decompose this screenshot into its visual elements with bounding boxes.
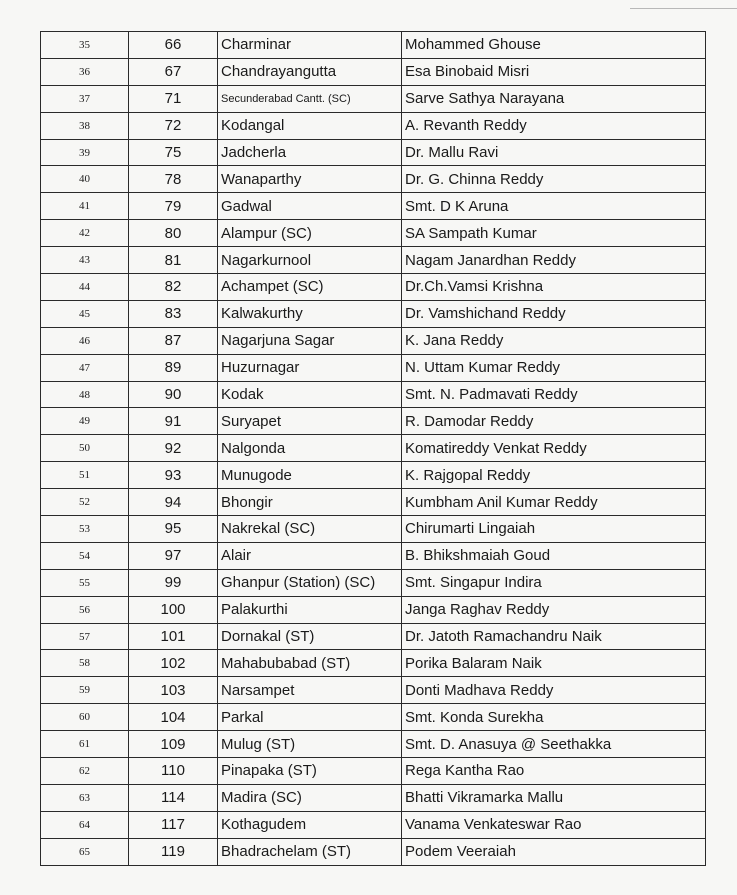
constituency-number-cell: 79 [129, 193, 218, 220]
constituency-name-cell: Alampur (SC) [218, 220, 402, 247]
constituency-name-cell: Bhadrachelam (ST) [218, 838, 402, 865]
serial-number-cell: 51 [41, 462, 129, 489]
serial-number-cell: 58 [41, 650, 129, 677]
table-row [41, 193, 706, 220]
candidate-list-table [40, 31, 706, 866]
candidate-name-cell: R. Damodar Reddy [402, 408, 706, 435]
candidate-name-cell: N. Uttam Kumar Reddy [402, 354, 706, 381]
table-row [41, 758, 706, 785]
constituency-name-cell: Wanaparthy [218, 166, 402, 193]
constituency-name-cell: Munugode [218, 462, 402, 489]
constituency-name-cell: Alair [218, 542, 402, 569]
candidate-name-cell: Smt. Singapur Indira [402, 569, 706, 596]
constituency-number-cell: 83 [129, 300, 218, 327]
constituency-name-cell: Kalwakurthy [218, 300, 402, 327]
constituency-number-cell: 71 [129, 85, 218, 112]
constituency-name-cell: Madira (SC) [218, 784, 402, 811]
table-row [41, 731, 706, 758]
constituency-name-cell: Mulug (ST) [218, 731, 402, 758]
candidate-name-cell: Sarve Sathya Narayana [402, 85, 706, 112]
table-row [41, 247, 706, 274]
constituency-name-cell: Kothagudem [218, 811, 402, 838]
serial-number-cell: 48 [41, 381, 129, 408]
table-row [41, 435, 706, 462]
candidate-name-cell: Smt. D K Aruna [402, 193, 706, 220]
serial-number-cell: 55 [41, 569, 129, 596]
constituency-number-cell: 91 [129, 408, 218, 435]
constituency-name-cell: Mahabubabad (ST) [218, 650, 402, 677]
candidate-name-cell: Porika Balaram Naik [402, 650, 706, 677]
candidate-name-cell: Podem Veeraiah [402, 838, 706, 865]
candidate-name-cell: Nagam Janardhan Reddy [402, 247, 706, 274]
constituency-name-cell: Nalgonda [218, 435, 402, 462]
constituency-number-cell: 90 [129, 381, 218, 408]
table-row [41, 596, 706, 623]
serial-number-cell: 63 [41, 784, 129, 811]
serial-number-cell: 60 [41, 704, 129, 731]
serial-number-cell: 49 [41, 408, 129, 435]
candidate-name-cell: Dr. Mallu Ravi [402, 139, 706, 166]
serial-number-cell: 54 [41, 542, 129, 569]
constituency-number-cell: 87 [129, 327, 218, 354]
constituency-number-cell: 117 [129, 811, 218, 838]
constituency-number-cell: 94 [129, 489, 218, 516]
constituency-number-cell: 72 [129, 112, 218, 139]
constituency-number-cell: 66 [129, 32, 218, 59]
table-row [41, 166, 706, 193]
constituency-name-cell: Nagarjuna Sagar [218, 327, 402, 354]
constituency-number-cell: 109 [129, 731, 218, 758]
candidate-name-cell: K. Rajgopal Reddy [402, 462, 706, 489]
candidate-name-cell: Smt. N. Padmavati Reddy [402, 381, 706, 408]
table-row [41, 542, 706, 569]
constituency-number-cell: 101 [129, 623, 218, 650]
constituency-number-cell: 100 [129, 596, 218, 623]
constituency-name-cell: Narsampet [218, 677, 402, 704]
constituency-number-cell: 102 [129, 650, 218, 677]
serial-number-cell: 35 [41, 32, 129, 59]
serial-number-cell: 40 [41, 166, 129, 193]
constituency-number-cell: 82 [129, 274, 218, 301]
constituency-name-cell: Kodangal [218, 112, 402, 139]
candidate-name-cell: Mohammed Ghouse [402, 32, 706, 59]
table-row [41, 354, 706, 381]
serial-number-cell: 50 [41, 435, 129, 462]
candidate-name-cell: Chirumarti Lingaiah [402, 516, 706, 543]
table-row [41, 650, 706, 677]
serial-number-cell: 59 [41, 677, 129, 704]
table-row [41, 516, 706, 543]
candidate-name-cell: Janga Raghav Reddy [402, 596, 706, 623]
serial-number-cell: 56 [41, 596, 129, 623]
serial-number-cell: 42 [41, 220, 129, 247]
serial-number-cell: 61 [41, 731, 129, 758]
table-row [41, 408, 706, 435]
table-row [41, 704, 706, 731]
constituency-name-cell: Ghanpur (Station) (SC) [218, 569, 402, 596]
serial-number-cell: 64 [41, 811, 129, 838]
table-row [41, 58, 706, 85]
constituency-name-cell: Gadwal [218, 193, 402, 220]
candidate-name-cell: Dr. Jatoth Ramachandru Naik [402, 623, 706, 650]
constituency-name-cell: Palakurthi [218, 596, 402, 623]
constituency-number-cell: 114 [129, 784, 218, 811]
constituency-name-cell: Pinapaka (ST) [218, 758, 402, 785]
constituency-number-cell: 81 [129, 247, 218, 274]
constituency-name-cell: Nakrekal (SC) [218, 516, 402, 543]
constituency-number-cell: 110 [129, 758, 218, 785]
constituency-name-cell: Dornakal (ST) [218, 623, 402, 650]
serial-number-cell: 38 [41, 112, 129, 139]
candidate-name-cell: Rega Kantha Rao [402, 758, 706, 785]
table-row [41, 327, 706, 354]
serial-number-cell: 39 [41, 139, 129, 166]
table-row [41, 623, 706, 650]
serial-number-cell: 45 [41, 300, 129, 327]
serial-number-cell: 47 [41, 354, 129, 381]
candidate-name-cell: Kumbham Anil Kumar Reddy [402, 489, 706, 516]
constituency-number-cell: 75 [129, 139, 218, 166]
table-row [41, 381, 706, 408]
constituency-number-cell: 104 [129, 704, 218, 731]
constituency-number-cell: 92 [129, 435, 218, 462]
serial-number-cell: 41 [41, 193, 129, 220]
constituency-number-cell: 80 [129, 220, 218, 247]
serial-number-cell: 36 [41, 58, 129, 85]
constituency-number-cell: 78 [129, 166, 218, 193]
candidate-name-cell: Dr. G. Chinna Reddy [402, 166, 706, 193]
constituency-number-cell: 89 [129, 354, 218, 381]
constituency-number-cell: 103 [129, 677, 218, 704]
candidate-name-cell: Smt. Konda Surekha [402, 704, 706, 731]
constituency-name-cell: Suryapet [218, 408, 402, 435]
table-row [41, 677, 706, 704]
constituency-number-cell: 67 [129, 58, 218, 85]
table-row [41, 274, 706, 301]
serial-number-cell: 57 [41, 623, 129, 650]
candidate-name-cell: Dr.Ch.Vamsi Krishna [402, 274, 706, 301]
serial-number-cell: 44 [41, 274, 129, 301]
candidate-name-cell: Donti Madhava Reddy [402, 677, 706, 704]
candidate-name-cell: K. Jana Reddy [402, 327, 706, 354]
constituency-number-cell: 95 [129, 516, 218, 543]
constituency-number-cell: 97 [129, 542, 218, 569]
constituency-name-cell: Huzurnagar [218, 354, 402, 381]
table-row [41, 139, 706, 166]
table-row [41, 838, 706, 865]
candidate-name-cell: Esa Binobaid Misri [402, 58, 706, 85]
candidate-name-cell: Dr. Vamshichand Reddy [402, 300, 706, 327]
page-edge-mark [630, 8, 737, 9]
candidate-name-cell: Bhatti Vikramarka Mallu [402, 784, 706, 811]
serial-number-cell: 46 [41, 327, 129, 354]
constituency-name-cell: Achampet (SC) [218, 274, 402, 301]
constituency-name-cell: Charminar [218, 32, 402, 59]
serial-number-cell: 43 [41, 247, 129, 274]
constituency-name-cell: Jadcherla [218, 139, 402, 166]
constituency-number-cell: 119 [129, 838, 218, 865]
candidate-name-cell: Komatireddy Venkat Reddy [402, 435, 706, 462]
table-body [41, 32, 706, 866]
constituency-name-cell: Secunderabad Cantt. (SC) [218, 85, 402, 112]
serial-number-cell: 65 [41, 838, 129, 865]
constituency-name-cell: Parkal [218, 704, 402, 731]
table-row [41, 462, 706, 489]
table-row [41, 489, 706, 516]
serial-number-cell: 62 [41, 758, 129, 785]
table-row [41, 220, 706, 247]
candidate-name-cell: Vanama Venkateswar Rao [402, 811, 706, 838]
table-row [41, 811, 706, 838]
candidate-name-cell: Smt. D. Anasuya @ Seethakka [402, 731, 706, 758]
table-row [41, 112, 706, 139]
constituency-name-cell: Bhongir [218, 489, 402, 516]
constituency-number-cell: 93 [129, 462, 218, 489]
candidate-name-cell: B. Bhikshmaiah Goud [402, 542, 706, 569]
constituency-name-cell: Nagarkurnool [218, 247, 402, 274]
serial-number-cell: 53 [41, 516, 129, 543]
serial-number-cell: 52 [41, 489, 129, 516]
table-row [41, 85, 706, 112]
serial-number-cell: 37 [41, 85, 129, 112]
constituency-name-cell: Chandrayangutta [218, 58, 402, 85]
candidate-name-cell: SA Sampath Kumar [402, 220, 706, 247]
constituency-number-cell: 99 [129, 569, 218, 596]
constituency-name-cell: Kodak [218, 381, 402, 408]
table-row [41, 569, 706, 596]
table-row [41, 32, 706, 59]
table-row [41, 784, 706, 811]
table-row [41, 300, 706, 327]
candidate-name-cell: A. Revanth Reddy [402, 112, 706, 139]
